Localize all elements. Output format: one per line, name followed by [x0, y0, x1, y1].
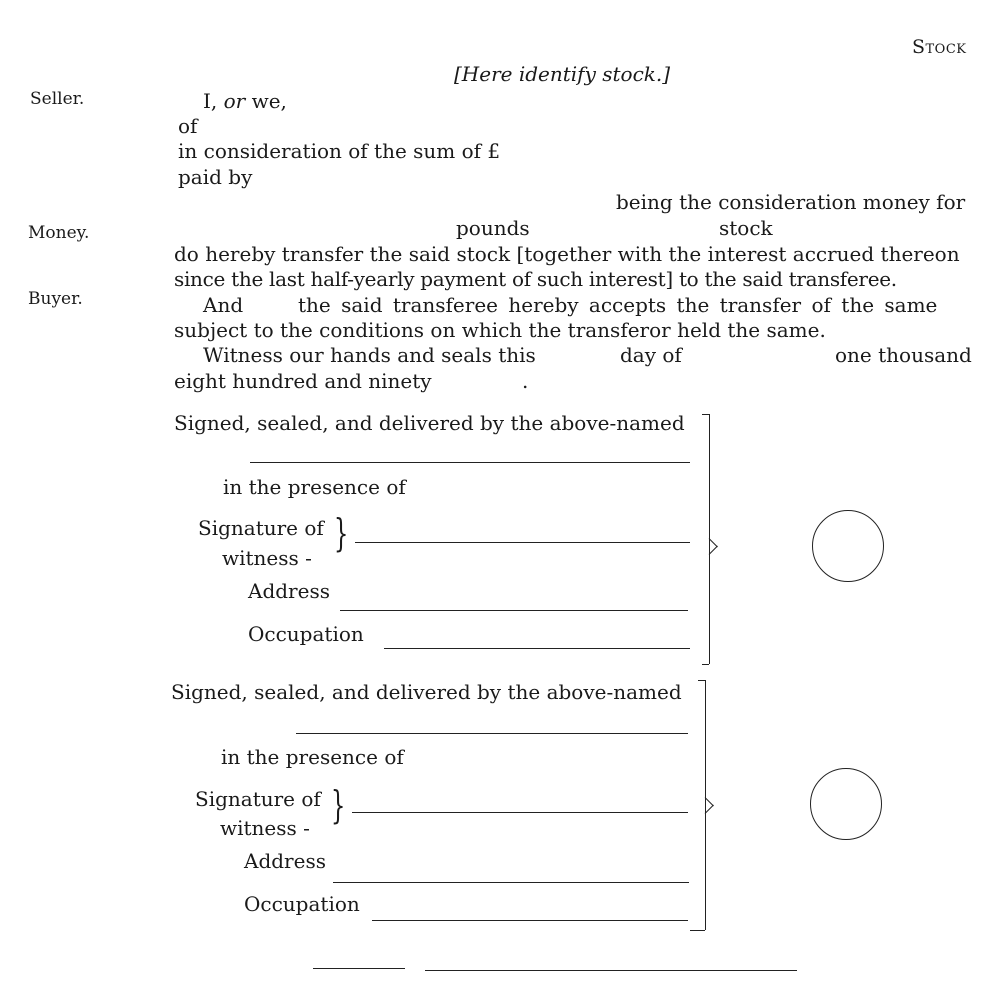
- occupation-label: Occupation: [244, 892, 360, 916]
- witness-signature-line[interactable]: [352, 812, 688, 813]
- seller-line: [203, 89, 287, 113]
- witness-line-a: Witness our hands and seals this: [203, 343, 536, 367]
- margin-note-money: Money.: [28, 223, 90, 243]
- brace-bottom-tick: [690, 930, 705, 931]
- brace-top-tick: [702, 414, 709, 415]
- consideration-money-line: being the consideration money for: [616, 190, 966, 214]
- witness-signature-line[interactable]: [355, 542, 690, 543]
- signed-sealed-text: Signed, sealed, and delivered by the above-named: [174, 411, 685, 435]
- margin-note-buyer: Buyer.: [28, 289, 83, 309]
- signed-sealed-text: Signed, sealed, and delivered by the above-named: [171, 680, 682, 704]
- pounds-label: pounds: [456, 216, 530, 240]
- occupation-line[interactable]: [384, 648, 690, 649]
- accepts-line: the said transferee hereby accepts the transfer of the same: [298, 293, 938, 317]
- stock-label: stock: [719, 216, 773, 240]
- address-line[interactable]: [340, 610, 688, 611]
- presence-text: in the presence of: [221, 745, 404, 769]
- margin-note-seller: Seller.: [30, 89, 85, 109]
- presence-text: in the presence of: [223, 475, 406, 499]
- bottom-rule-right: [425, 970, 797, 971]
- of-line: of: [178, 114, 198, 138]
- and-word: And: [203, 293, 244, 317]
- seller-or: or: [223, 89, 246, 113]
- name-line[interactable]: [296, 733, 688, 734]
- seller-i: I,: [203, 89, 218, 113]
- small-brace-icon: }: [330, 783, 346, 827]
- name-line[interactable]: [250, 462, 690, 463]
- witness-label: witness -: [220, 816, 310, 840]
- address-label: Address: [248, 579, 330, 603]
- transfer-line: [174, 242, 974, 266]
- conditions-line: subject to the conditions on which the transferor held the same.: [174, 318, 826, 342]
- instruction-note: [Here identify stock.]: [454, 62, 671, 86]
- interest-line: since the last half-yearly payment of such interest] to the said transferee.: [174, 267, 897, 291]
- brace-point-lower: [709, 546, 718, 555]
- seller-we: we,: [251, 89, 287, 113]
- large-brace-icon: [705, 680, 706, 930]
- brace-point-lower: [705, 805, 714, 814]
- seal-circle: [810, 768, 882, 840]
- witness-line-b: day of: [620, 343, 682, 367]
- occupation-line[interactable]: [372, 920, 688, 921]
- address-label: Address: [244, 849, 326, 873]
- seal-circle: [812, 510, 884, 582]
- brace-top-tick: [698, 680, 705, 681]
- signature-label: Signature of: [195, 787, 321, 811]
- year-line: eight hundred and ninety: [174, 369, 432, 393]
- witness-line-c: one thousand: [835, 343, 972, 367]
- year-dot: .: [522, 369, 529, 393]
- occupation-label: Occupation: [248, 622, 364, 646]
- address-line[interactable]: [333, 882, 689, 883]
- bottom-rule-left: [313, 968, 405, 969]
- transfer-line-text: do hereby transfer the said stock [together with the interest accrued thereon: [174, 242, 960, 266]
- paid-by-line: paid by: [178, 165, 253, 189]
- brace-bottom-tick: [702, 664, 709, 665]
- small-brace-icon: }: [333, 511, 349, 555]
- consideration-line: in consideration of the sum of £: [178, 139, 501, 163]
- page-header: Stock: [912, 36, 967, 58]
- witness-label: witness -: [222, 546, 312, 570]
- signature-label: Signature of: [198, 516, 324, 540]
